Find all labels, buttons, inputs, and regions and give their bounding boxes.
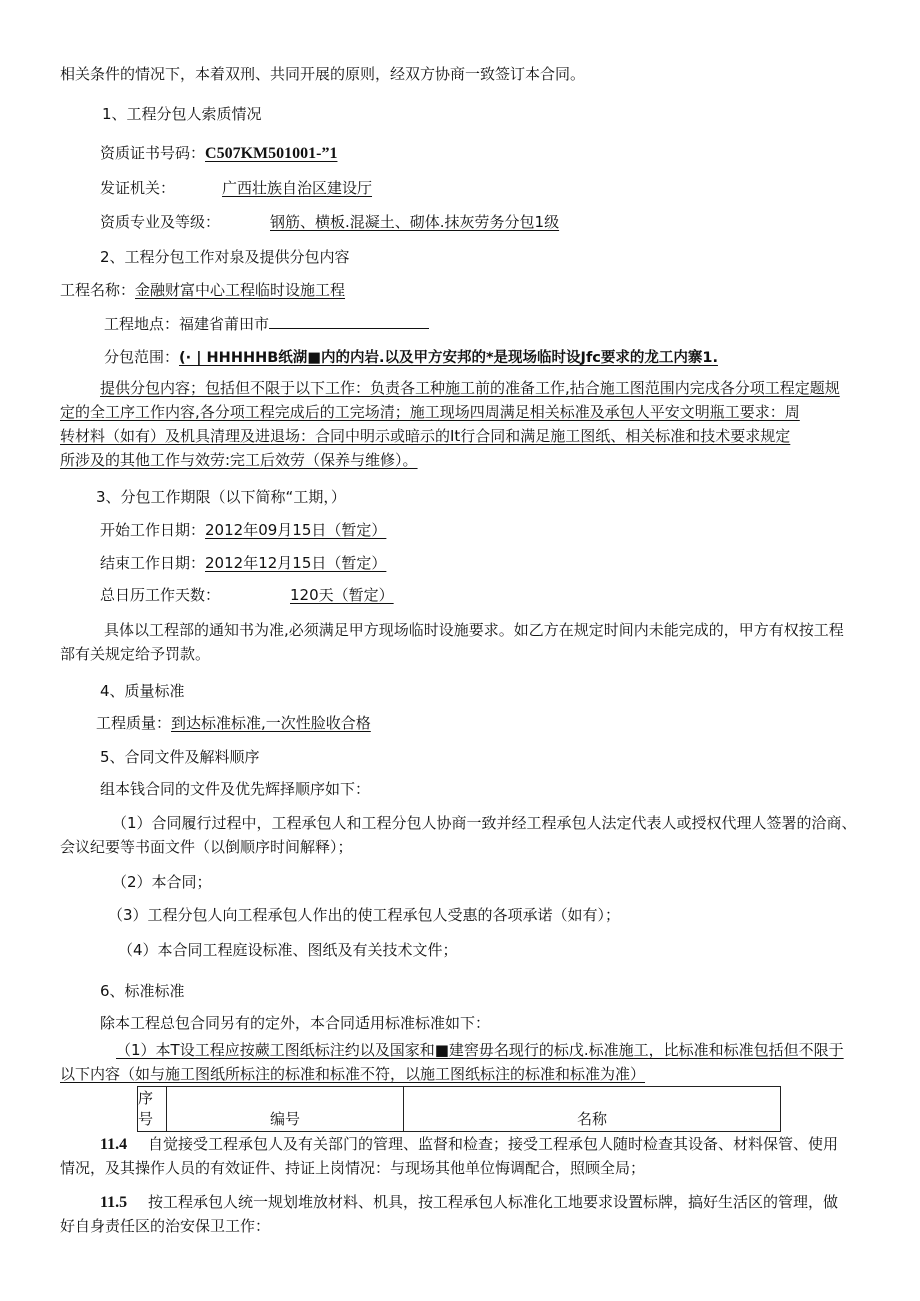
issuer-label: 发证机关： (100, 179, 176, 197)
scope-content-line-1: 提供分包内容；包括但不限于以下工作：负责各工种施工前的准备工作,拈合施工图范围内完戌各分项工程定题规 (100, 379, 840, 397)
issuer-row (100, 178, 175, 198)
quality-label: 工程质量： (96, 714, 172, 732)
cert-row (100, 143, 337, 164)
section-2-title: 2、工程分包工作对泉及提供分包内容 (100, 248, 350, 266)
project-location-label: 工程地点： (104, 315, 180, 333)
standards-table (137, 1086, 781, 1132)
project-name-label: 工程名称： (60, 281, 136, 299)
period-note-line-1: 具体以工程部的通知书为准,必须满足甲方现场临时设施要求。如乙方在规定时间内未能完成的，甲方有权按工程 (104, 621, 844, 639)
project-name-value: 金融财富中心工程临时设施工程 (135, 281, 346, 299)
clause-11-4-line-2: 情况，及其操作人员的有效证件、持证上岗情况：与现场其他单位悔调配合，照顾全局； (60, 1159, 646, 1177)
section-5-item-4: （4）本合同工程庭设标准、图纸及有关技术文件； (118, 941, 458, 959)
section-3-title: 3、分包工作期限（以下简称“工期，） (96, 488, 346, 506)
scope-row (104, 347, 718, 368)
section-4-title: 4、质量标准 (100, 682, 185, 700)
scope-value: (· | HHHHHB纸湖■内的内岩.以及甲方安邦的*是现场临时设Jfc要求的龙工内寨1. (179, 350, 718, 366)
grade-label: 资质专业及等级： (100, 213, 221, 231)
grade-value: 钢筋、横板.混凝土、砌体.抹灰劳务分包1级 (270, 213, 560, 231)
section-6-item-1-line-1: （1）本T设工程应按蕨工图纸标注约以及国家和■建窖毋名现行的标戊.标准施工，比标准和标准包括但不限于 (116, 1041, 844, 1059)
intro-line: 相关条件的情况下，本着双刑、共同开展的原则，经双方协商一致签订本合同。 (60, 65, 586, 83)
issuer-value: 广西壮族自治区建设厅 (222, 179, 373, 197)
section-5-item-1 (60, 811, 872, 859)
quality-row (96, 713, 371, 733)
scope-content-line-4: 所涉及的其他工作与效劳:完工后效劳（保养与维修）。 (60, 451, 418, 469)
clause-11-4-line-1: 自觉接受工程承包人及有关部门的管理、监督和检查；接受工程承包人随时检查其设备、材料保管、使用 (148, 1135, 839, 1153)
table-header-row (138, 1087, 781, 1132)
section-1-title: 1、工程分包人索质情况 (102, 105, 262, 123)
table-header-seq: 序号 (138, 1087, 167, 1132)
section-6-item-1 (60, 1038, 876, 1086)
location-blank-line (269, 314, 429, 329)
project-location-value: 福建省莆田市 (179, 315, 270, 333)
period-note-line-2: 部有关规定给予罚款。 (60, 645, 211, 663)
clause-11-4 (100, 1134, 127, 1155)
table-header-name: 名称 (404, 1087, 781, 1132)
clause-11-5-number: 11.5 (100, 1194, 128, 1211)
scope-content-line-2: 定的全工序工作内容,各分项工程完成后的工完场清；施工现场四周满足相关标准及承包人平安文明瓶工要求：周 (60, 403, 800, 421)
section-5-lead: 组本钱合同的文件及优先辉择顺序如下： (100, 780, 371, 798)
clause-11-4-number: 11.4 (100, 1136, 128, 1153)
scope-content-paragraph (60, 376, 870, 472)
cert-label: 资质证书号码： (100, 144, 206, 162)
clause-11-5 (100, 1192, 127, 1213)
project-name-row (60, 280, 345, 300)
period-note-paragraph (60, 618, 874, 666)
clause-11-5-line-2: 好自身责任区的治安保卫工作： (60, 1217, 271, 1235)
section-6-lead: 除本工程总包合同另有的定外，本合同适用标准标准如下： (100, 1014, 491, 1032)
end-date-value: 2012年12月15日（暂定） (205, 554, 387, 572)
total-days-label: 总日历工作天数： (100, 586, 221, 604)
project-location-row (104, 314, 429, 334)
section-5-item-1-line-1: （1）合同履行过程中，工程承包人和工程分包人协商一致并经工程承包人法定代表人或授权代理人签署的洽商、 (112, 814, 857, 832)
cert-value: C507KM501001-”1 (205, 145, 338, 162)
quality-value: 到达标准标准,一次性脸收合格 (171, 714, 371, 732)
scope-content-line-3: 转材料（如有）及机具清理及进退场：合同中明示或暗示的It行合同和满足施工图纸、相关标准和技术要求规定 (60, 427, 791, 445)
start-date-label: 开始工作日期： (100, 521, 206, 539)
scope-label: 分包范围： (104, 348, 180, 366)
section-5-item-2: （2）本合同； (112, 873, 212, 891)
section-6-title: 6、标准标准 (100, 982, 185, 1000)
section-5-title: 5、合同文件及解料顺序 (100, 748, 260, 766)
section-5-item-1-line-2: 会议纪要等书面文件（以倒顺序时间解释）； (60, 838, 353, 856)
table-header-code: 编号 (167, 1087, 404, 1132)
start-date-row (100, 520, 386, 540)
end-date-row (100, 553, 386, 573)
start-date-value: 2012年09月15日（暂定） (205, 521, 387, 539)
total-days-value: 120天（暂定） (290, 586, 394, 604)
section-6-item-1-line-2: 以下内容（如与施工图纸所标注的标准和标准不符，以施工图纸标注的标准和标准为准） (60, 1065, 646, 1083)
section-5-item-3: （3）工程分包人向工程承包人作出的使工程承包人受惠的各项承诺（如有）； (108, 906, 621, 924)
clause-11-5-line-1: 按工程承包人统一规划堆放材料、机具，按工程承包人标准化工地要求设置标牌，搞好生活区的管理，做 (148, 1193, 839, 1211)
end-date-label: 结束工作日期： (100, 554, 206, 572)
